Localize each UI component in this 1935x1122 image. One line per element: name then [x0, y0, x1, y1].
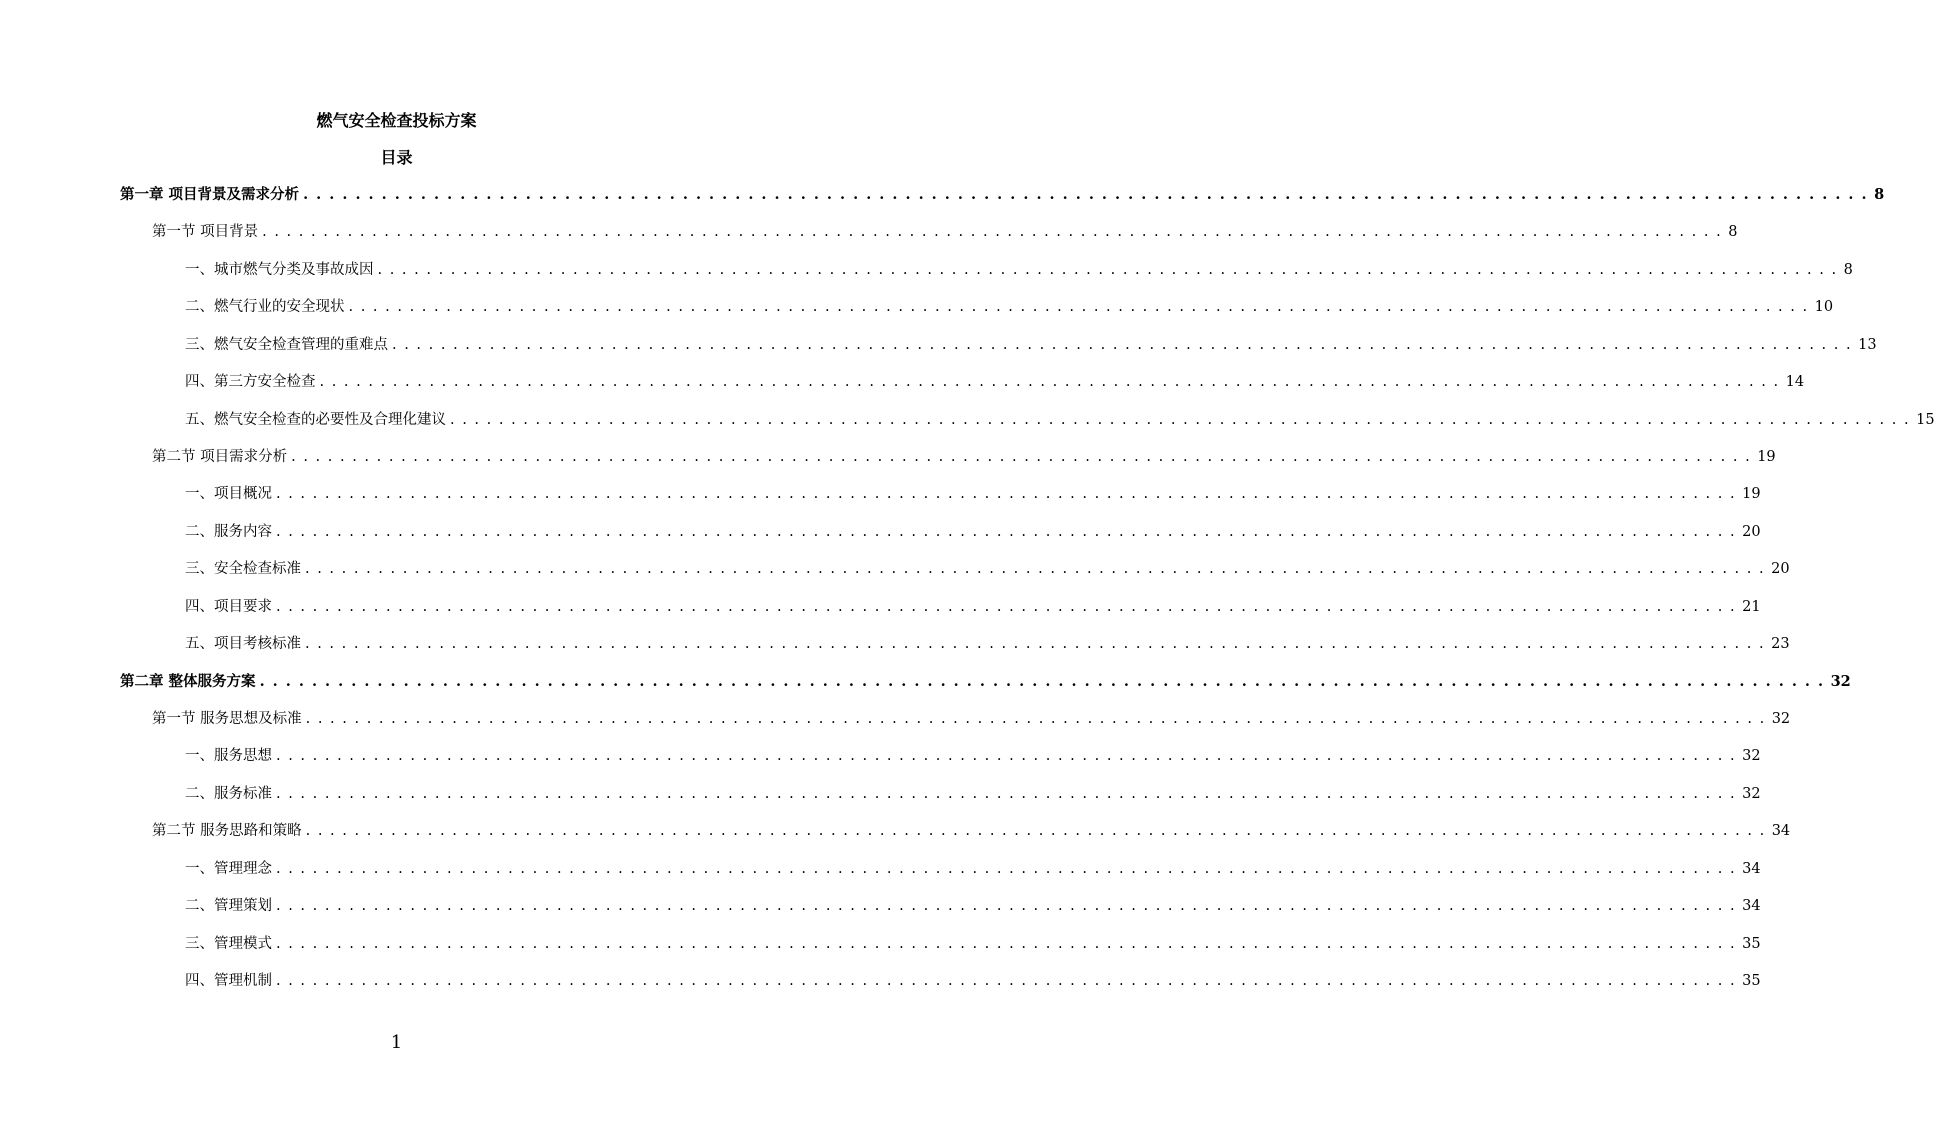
toc-entry-section[interactable] [152, 220, 1738, 244]
toc-entry-subsection[interactable] [185, 408, 1935, 432]
toc-entry-page-number: 21 [1742, 599, 1761, 615]
dot-leader: . . . . . . . . . . . . . . . . . . . . . . . . . . . . . . . . . . . . . . . . . . . . . . . . . . . . . . . . . . . . . . . . . . . . . . . . . . . . . . . . . . . . . . . . . . . . . . . . . . . . . . . . . . . . . . . . . . . . . . . . [262, 224, 1723, 240]
dot-leader: . . . . . . . . . . . . . . . . . . . . . . . . . . . . . . . . . . . . . . . . . . . . . . . . . . . . . . . . . . . . . . . . . . . . . . . . . . . . . . . . . . . . . . . . . . . . . . . . . . . . . . . . . . . . . . . . . . . . . . . . [276, 973, 1737, 989]
toc-entry-page-number: 19 [1742, 486, 1761, 502]
toc-entry-section[interactable] [152, 445, 1776, 469]
toc-entry-label: 一、城市燃气分类及事故成因 [185, 262, 374, 278]
toc-entry-label: 第一节 服务思想及标准 [152, 711, 302, 727]
dot-leader: . . . . . . . . . . . . . . . . . . . . . . . . . . . . . . . . . . . . . . . . . . . . . . . . . . . . . . . . . . . . . . . . . . . . . . . . . . . . . . . . . . . . . . . . . . . . . . . . . . . . . . . . . . . . . . . . . . . . . . . . [450, 412, 1911, 428]
toc-entry-page-number: 13 [1858, 337, 1877, 353]
dot-leader: . . . . . . . . . . . . . . . . . . . . . . . . . . . . . . . . . . . . . . . . . . . . . . . . . . . . . . . . . . . . . . . . . . . . . . . . . . . . . . . . . . . . . . . . . . . . . . . . . . . . . . . . . . . . . . . . . . . . . . . . [276, 599, 1737, 615]
dot-leader: . . . . . . . . . . . . . . . . . . . . . . . . . . . . . . . . . . . . . . . . . . . . . . . . . . . . . . . . . . . . . . . . . . . . . . . . . . . . . . . . . . . . . . . . . . . . . . . . . . . . . . . . . . . . . . . . . . . . . . . . [276, 861, 1737, 877]
toc-entry-page-number: 15 [1916, 412, 1935, 428]
toc-entry-label: 二、燃气行业的安全现状 [185, 299, 345, 315]
toc-entry-page-number: 20 [1771, 561, 1790, 577]
toc-entry-label: 三、管理模式 [185, 936, 272, 952]
dot-leader: . . . . . . . . . . . . . . . . . . . . . . . . . . . . . . . . . . . . . . . . . . . . . . . . . . . . . . . . . . . . . . . . . . . . . . . . . . . . . . . . . . . . . . . . . . . . . . . . . . . . . . . . . . . . . . . . . . . . . . . . [305, 636, 1766, 652]
toc-entry-page-number: 34 [1742, 861, 1761, 877]
toc-entry-subsection[interactable] [185, 520, 1761, 544]
toc-entry-page-number: 14 [1785, 374, 1805, 390]
dot-leader: . . . . . . . . . . . . . . . . . . . . . . . . . . . . . . . . . . . . . . . . . . . . . . . . . . . . . . . . . . . . . . . . . . . . . . . . . . . . . . . . . . . . . . . . . . . . . . . . . . . . . . . . . . . . . . . . . . . . . . . . [377, 262, 1838, 278]
dot-leader: . . . . . . . . . . . . . . . . . . . . . . . . . . . . . . . . . . . . . . . . . . . . . . . . . . . . . . . . . . . . . . . . . . . . . . . . . . . . . . . . . . . . . . . . . . . . . . . . . . . . . . . . . . . . . . . . . . . . . . . . [276, 898, 1737, 914]
toc-entry-chapter[interactable] [120, 670, 1851, 694]
toc-entry-subsection[interactable] [185, 894, 1761, 918]
toc-entry-subsection[interactable] [185, 857, 1761, 881]
toc-entry-label: 第二节 项目需求分析 [152, 449, 288, 465]
toc-entry-page-number: 10 [1814, 299, 1834, 315]
toc-entry-label: 第一节 项目背景 [152, 224, 259, 240]
toc-entry-page-number: 34 [1742, 898, 1761, 914]
toc-entry-label: 第一章 项目背景及需求分析 [120, 186, 300, 203]
document-title: 燃气安全检查投标方案 [316, 111, 477, 130]
toc-entry-label: 四、第三方安全检查 [185, 374, 316, 390]
toc-entry-section[interactable] [152, 819, 1791, 843]
toc-entry-subsection[interactable] [185, 632, 1790, 656]
toc-entry-label: 三、燃气安全检查管理的重难点 [185, 337, 388, 353]
toc-entry-label: 一、服务思想 [185, 748, 272, 764]
dot-leader: . . . . . . . . . . . . . . . . . . . . . . . . . . . . . . . . . . . . . . . . . . . . . . . . . . . . . . . . . . . . . . . . . . . . . . . . . . . . . . . . . . . . . . . . . . . . . . . . . . . . . . . . . . . . . . . . . . . . . . . . [305, 711, 1766, 727]
toc-entry-page-number: 34 [1771, 823, 1791, 839]
toc-entry-page-number: 35 [1742, 973, 1761, 989]
toc-entry-section[interactable] [152, 707, 1791, 731]
dot-leader: . . . . . . . . . . . . . . . . . . . . . . . . . . . . . . . . . . . . . . . . . . . . . . . . . . . . . . . . . . . . . . . . . . . . . . . . . . . . . . . . . . . . . . . . . . . . . . . . . . . . . . . . . . . . . . . . . . . . . . . . [348, 299, 1809, 315]
toc-entry-page-number: 23 [1771, 636, 1790, 652]
dot-leader: . . . . . . . . . . . . . . . . . . . . . . . . . . . . . . . . . . . . . . . . . . . . . . . . . . . . . . . . . . . . . . . . . . . . . . . . . . . . . . . . . . . . . . . . . . . . . . . . . . . . . . . . . . . . . . . . . . . . . . . . [259, 673, 1825, 690]
toc-entry-page-number: 19 [1757, 449, 1776, 465]
toc-entry-subsection[interactable] [185, 744, 1761, 768]
dot-leader: . . . . . . . . . . . . . . . . . . . . . . . . . . . . . . . . . . . . . . . . . . . . . . . . . . . . . . . . . . . . . . . . . . . . . . . . . . . . . . . . . . . . . . . . . . . . . . . . . . . . . . . . . . . . . . . . . . . . . . . . [276, 524, 1737, 540]
toc-entry-subsection[interactable] [185, 258, 1853, 282]
toc-entry-subsection[interactable] [185, 782, 1761, 806]
toc-entry-page-number: 32 [1742, 748, 1761, 764]
toc-entry-label: 一、项目概况 [185, 486, 272, 502]
dot-leader: . . . . . . . . . . . . . . . . . . . . . . . . . . . . . . . . . . . . . . . . . . . . . . . . . . . . . . . . . . . . . . . . . . . . . . . . . . . . . . . . . . . . . . . . . . . . . . . . . . . . . . . . . . . . . . . . . . . . . . . . [276, 936, 1737, 952]
toc-entry-label: 五、项目考核标准 [185, 636, 301, 652]
toc-entry-page-number: 32 [1742, 786, 1761, 802]
toc-entry-page-number: 35 [1742, 936, 1761, 952]
toc-entry-subsection[interactable] [185, 595, 1761, 619]
dot-leader: . . . . . . . . . . . . . . . . . . . . . . . . . . . . . . . . . . . . . . . . . . . . . . . . . . . . . . . . . . . . . . . . . . . . . . . . . . . . . . . . . . . . . . . . . . . . . . . . . . . . . . . . . . . . . . . . . . . . . . . . [305, 823, 1766, 839]
toc-entry-label: 五、燃气安全检查的必要性及合理化建议 [185, 412, 446, 428]
dot-leader: . . . . . . . . . . . . . . . . . . . . . . . . . . . . . . . . . . . . . . . . . . . . . . . . . . . . . . . . . . . . . . . . . . . . . . . . . . . . . . . . . . . . . . . . . . . . . . . . . . . . . . . . . . . . . . . . . . . . . . . . [319, 374, 1780, 390]
toc-entry-label: 二、服务标准 [185, 786, 272, 802]
toc-entry-subsection[interactable] [185, 370, 1805, 394]
toc-entry-subsection[interactable] [185, 557, 1790, 581]
toc-entry-subsection[interactable] [185, 333, 1877, 357]
toc-entry-page-number: 8 [1843, 262, 1853, 278]
page-number: 1 [390, 1032, 403, 1053]
toc-entry-page-number: 8 [1728, 224, 1738, 240]
toc-entry-page-number: 32 [1771, 711, 1791, 727]
toc-entry-label: 第二章 整体服务方案 [120, 673, 256, 690]
toc-entry-subsection[interactable] [185, 482, 1761, 506]
toc-entry-subsection[interactable] [185, 969, 1761, 993]
toc-entry-page-number: 20 [1742, 524, 1761, 540]
toc-entry-subsection[interactable] [185, 295, 1834, 319]
dot-leader: . . . . . . . . . . . . . . . . . . . . . . . . . . . . . . . . . . . . . . . . . . . . . . . . . . . . . . . . . . . . . . . . . . . . . . . . . . . . . . . . . . . . . . . . . . . . . . . . . . . . . . . . . . . . . . . . . . . . . . . . [291, 449, 1752, 465]
toc-heading: 目录 [380, 148, 413, 167]
toc-entry-chapter[interactable] [120, 183, 1885, 207]
toc-entry-label: 二、管理策划 [185, 898, 272, 914]
dot-leader: . . . . . . . . . . . . . . . . . . . . . . . . . . . . . . . . . . . . . . . . . . . . . . . . . . . . . . . . . . . . . . . . . . . . . . . . . . . . . . . . . . . . . . . . . . . . . . . . . . . . . . . . . . . . . . . . . . . . . . . . [276, 786, 1737, 802]
toc-entry-subsection[interactable] [185, 932, 1761, 956]
toc-entry-page-number: 32 [1830, 673, 1851, 690]
toc-entry-label: 四、管理机制 [185, 973, 272, 989]
toc-entry-label: 第二节 服务思路和策略 [152, 823, 302, 839]
dot-leader: . . . . . . . . . . . . . . . . . . . . . . . . . . . . . . . . . . . . . . . . . . . . . . . . . . . . . . . . . . . . . . . . . . . . . . . . . . . . . . . . . . . . . . . . . . . . . . . . . . . . . . . . . . . . . . . . . . . . . . . . [276, 486, 1737, 502]
dot-leader: . . . . . . . . . . . . . . . . . . . . . . . . . . . . . . . . . . . . . . . . . . . . . . . . . . . . . . . . . . . . . . . . . . . . . . . . . . . . . . . . . . . . . . . . . . . . . . . . . . . . . . . . . . . . . . . . . . . . . . . . [303, 186, 1869, 203]
toc-entry-label: 二、服务内容 [185, 524, 272, 540]
dot-leader: . . . . . . . . . . . . . . . . . . . . . . . . . . . . . . . . . . . . . . . . . . . . . . . . . . . . . . . . . . . . . . . . . . . . . . . . . . . . . . . . . . . . . . . . . . . . . . . . . . . . . . . . . . . . . . . . . . . . . . . . [392, 337, 1853, 353]
toc-entry-label: 三、安全检查标准 [185, 561, 301, 577]
toc-entry-label: 四、项目要求 [185, 599, 272, 615]
dot-leader: . . . . . . . . . . . . . . . . . . . . . . . . . . . . . . . . . . . . . . . . . . . . . . . . . . . . . . . . . . . . . . . . . . . . . . . . . . . . . . . . . . . . . . . . . . . . . . . . . . . . . . . . . . . . . . . . . . . . . . . . [276, 748, 1737, 764]
toc-entry-label: 一、管理理念 [185, 861, 272, 877]
toc-entry-page-number: 8 [1874, 186, 1885, 203]
dot-leader: . . . . . . . . . . . . . . . . . . . . . . . . . . . . . . . . . . . . . . . . . . . . . . . . . . . . . . . . . . . . . . . . . . . . . . . . . . . . . . . . . . . . . . . . . . . . . . . . . . . . . . . . . . . . . . . . . . . . . . . . [305, 561, 1766, 577]
